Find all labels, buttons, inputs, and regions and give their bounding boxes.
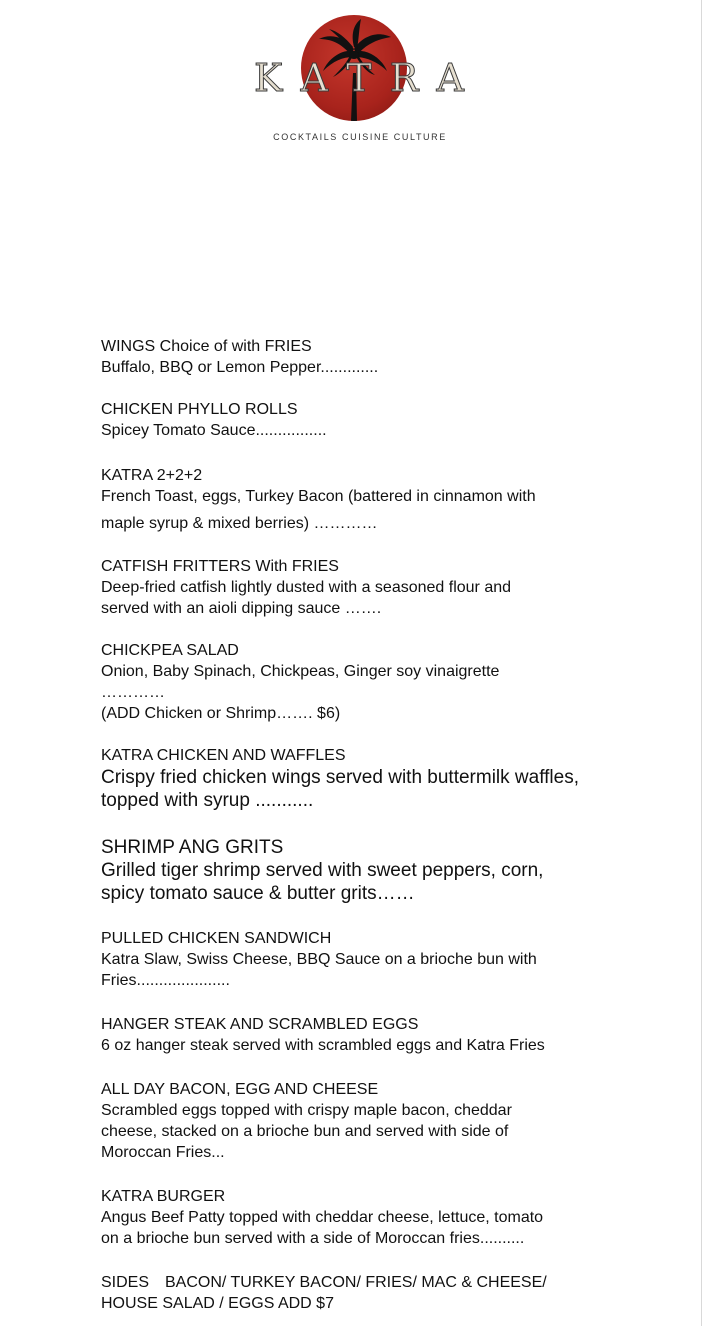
menu-list (101, 336, 661, 1314)
menu-item-katra-222 (101, 465, 661, 534)
item-description: spicy tomato sauce & butter grits…… (101, 883, 415, 904)
menu-item-chicken-and-waffles (101, 745, 661, 812)
menu-sides (101, 1272, 661, 1314)
item-title: KATRA BURGER (101, 1188, 226, 1205)
item-description: topped with syrup ........... (101, 790, 314, 811)
item-title: PULLED CHICKEN SANDWICH (101, 930, 332, 947)
item-addon: (ADD Chicken or Shrimp……. $6) (101, 705, 341, 722)
item-title: CATFISH FRITTERS With FRIES (101, 558, 339, 575)
item-description: on a brioche bun served with a side of Moroccan fries.......... (101, 1230, 525, 1247)
item-description: maple syrup & mixed berries) ………… (101, 515, 378, 532)
item-description: Fries..................... (101, 972, 230, 989)
page-edge-divider (701, 0, 702, 1326)
menu-item-catfish-fritters (101, 556, 661, 619)
item-title: KATRA 2+2+2 (101, 467, 203, 484)
menu-item-hanger-steak (101, 1014, 661, 1056)
item-description: Deep-fried catfish lightly dusted with a seasoned flour and (101, 579, 512, 596)
item-description: Scrambled eggs topped with crispy maple bacon, cheddar (101, 1102, 512, 1119)
item-description: served with an aioli dipping sauce ……. (101, 600, 382, 617)
item-title: SHRIMP ANG GRITS (101, 837, 284, 858)
item-description: French Toast, eggs, Turkey Bacon (battered in cinnamon with (101, 488, 536, 505)
item-description: Katra Slaw, Swiss Cheese, BBQ Sauce on a brioche bun with (101, 951, 537, 968)
sides-row (101, 1272, 661, 1293)
item-description: Spicey Tomato Sauce................ (101, 422, 327, 439)
item-title: KATRA CHICKEN AND WAFFLES (101, 747, 346, 764)
logo-wordmark: K A T R A (254, 56, 466, 100)
sides-label: SIDES (101, 1274, 150, 1291)
menu-item-bacon-egg-cheese (101, 1079, 661, 1163)
item-description: Crispy fried chicken wings served with buttermilk waffles, (101, 767, 579, 788)
item-description: cheese, stacked on a brioche bun and served with side of (101, 1123, 509, 1140)
menu-item-chicken-phyllo-rolls (101, 399, 661, 441)
menu-item-wings (101, 336, 661, 378)
sides-options-continued: HOUSE SALAD / EGGS ADD $7 (101, 1295, 334, 1312)
brand-tagline: COCKTAILS CUISINE CULTURE (273, 132, 447, 142)
item-description: 6 oz hanger steak served with scrambled eggs and Katra Fries (101, 1037, 545, 1054)
item-description: ………… (101, 684, 165, 701)
katra-logo (250, 10, 470, 150)
menu-item-chickpea-salad (101, 640, 661, 724)
item-title: CHICKPEA SALAD (101, 642, 239, 659)
item-title: ALL DAY BACON, EGG AND CHEESE (101, 1081, 379, 1098)
item-description: Moroccan Fries... (101, 1144, 225, 1161)
item-description: Grilled tiger shrimp served with sweet peppers, corn, (101, 860, 544, 881)
item-title: WINGS Choice of with FRIES (101, 338, 312, 355)
item-title: CHICKEN PHYLLO ROLLS (101, 401, 298, 418)
menu-item-pulled-chicken-sandwich (101, 928, 661, 991)
item-title: HANGER STEAK AND SCRAMBLED EGGS (101, 1016, 419, 1033)
item-description: Buffalo, BBQ or Lemon Pepper............. (101, 359, 379, 376)
item-description: Onion, Baby Spinach, Chickpeas, Ginger soy vinaigrette (101, 663, 500, 680)
menu-item-shrimp-and-grits (101, 836, 661, 905)
sides-options: BACON/ TURKEY BACON/ FRIES/ MAC & CHEESE/ (165, 1274, 547, 1291)
item-description: Angus Beef Patty topped with cheddar cheese, lettuce, tomato (101, 1209, 544, 1226)
menu-item-katra-burger (101, 1186, 661, 1249)
